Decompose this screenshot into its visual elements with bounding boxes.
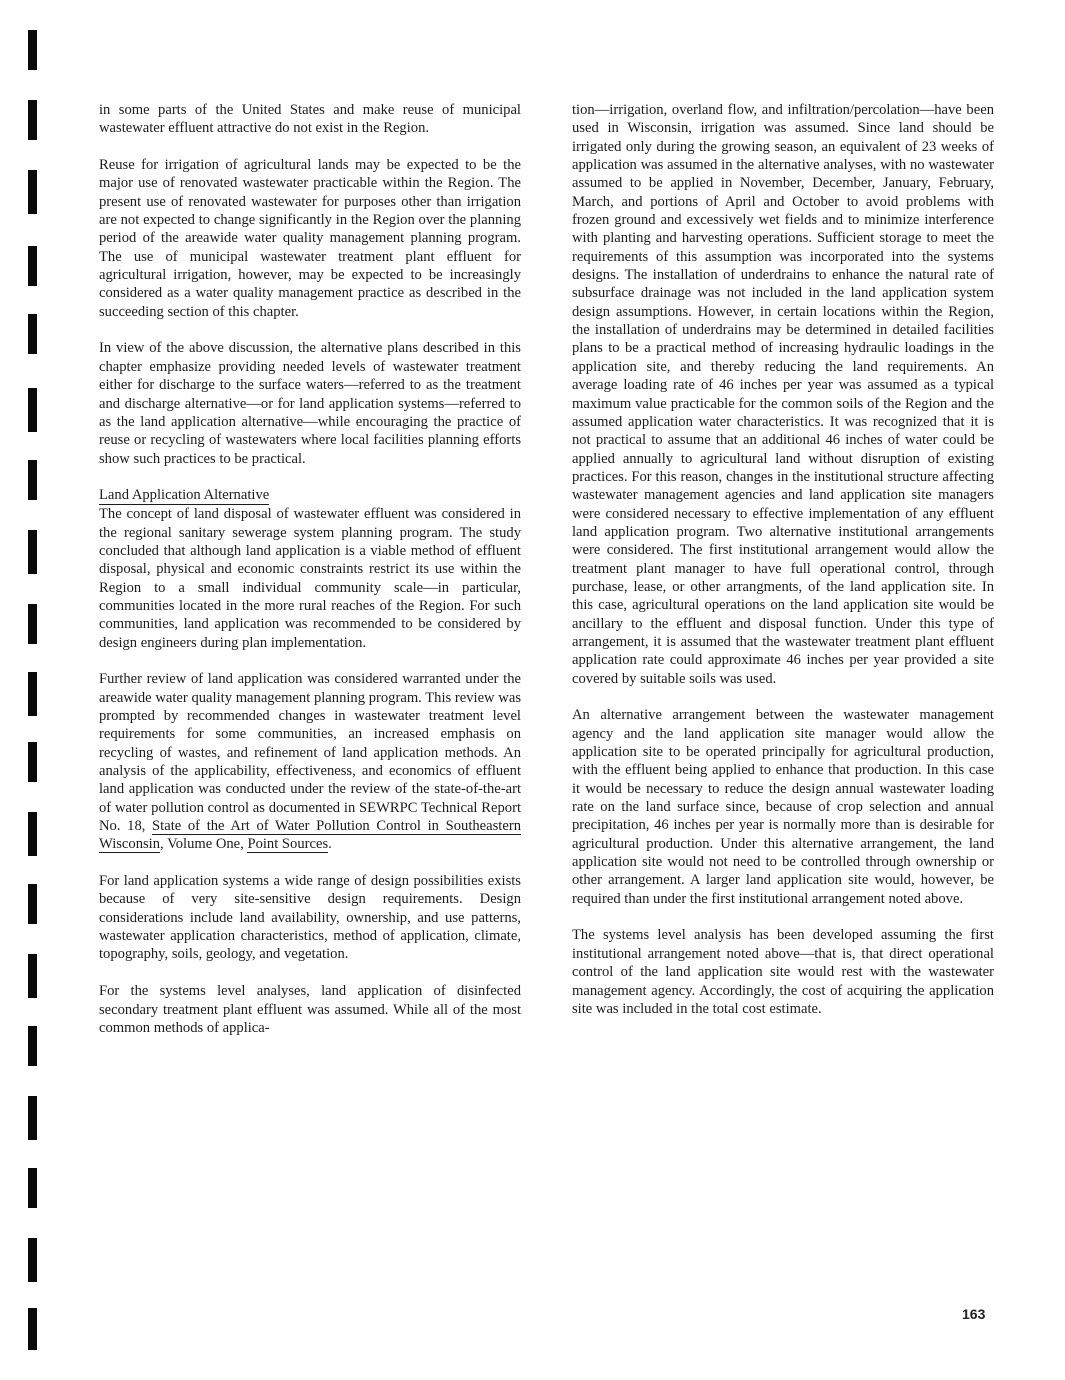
body-paragraph: Reuse for irrigation of agricultural lands may be expected to be the major use of renovated wastewater practicable within the Region. The present use of renovated wastewater for purposes other than irrigation are not expected to change significantly in the Region over the planning period of the areawide water quality management planning program. The use of municipal wastewater treatment plant effluent for agricultural irrigation, however, may be expected to be increasingly considered as a water quality management practice as described in the succeeding section of this chapter. [99, 157, 521, 320]
volume-title-reference: Point Sources [247, 836, 329, 853]
section-heading-block [99, 486, 521, 505]
scan-edge-mark [28, 314, 37, 354]
body-paragraph: The concept of land disposal of wastewater effluent was considered in the regional sanitary sewerage system planning program. The study concluded that although land application is a viable method of effluent disposal, physical and economic constraints restrict its use within the Region to a small individual community scale—in particular, communities located in the more rural reaches of the Region. For such communities, land application was recommended to be considered by design engineers during plan implementation. [99, 506, 521, 651]
right-text-column [572, 101, 994, 1018]
scan-edge-mark [28, 530, 37, 574]
report-title-reference: State of the Art of Water Pollution Control in Southeastern Wisconsin [99, 818, 521, 853]
page-number: 163 [962, 1306, 986, 1322]
body-paragraph: In view of the above discussion, the alternative plans described in this chapter emphasize providing needed levels of wastewater treatment either for discharge to the surface waters—referred to as the treatment and discharge alternative—or for land application systems—referred to as the land application alternative—while encouraging the practice of reuse or recycling of wastewaters where local facilities planning efforts show such practices to be practical. [99, 340, 521, 467]
body-paragraph: For land application systems a wide range of design possibilities exists because of very site-sensitive design requirements. Design considerations include land availability, ownership, and use patterns, wastewater application characteristics, method of application, climate, topography, soils, geology, and vegetation. [99, 873, 521, 963]
left-text-column [99, 101, 521, 1037]
scan-edge-mark [28, 460, 37, 500]
scan-edge-mark [28, 672, 37, 716]
scan-edge-mark [28, 1308, 37, 1350]
scan-edge-mark [28, 30, 37, 70]
body-paragraph: in some parts of the United States and make reuse of municipal wastewater effluent attractive do not exist in the Region. [99, 102, 521, 137]
scan-edge-mark [28, 170, 37, 214]
section-heading: Land Application Alternative [99, 487, 270, 504]
paragraph-text: , Volume One, [160, 836, 248, 853]
paragraph-text: Further review of land application was considered warranted under the areawide water quality management planning program. This review was prompted by recommended changes in wastewater treatment level requirements for some communities, an increased emphasis on recycling of wastes, and refinement of land application methods. An analysis of the applicability, effectiveness, and economics of effluent land application was conducted under the review of the state-of-the-art of water pollution control as documented in SEWRPC Technical Report No. 18, [99, 671, 521, 835]
scan-edge-mark [28, 1168, 37, 1208]
scan-edge-mark [28, 604, 37, 644]
body-paragraph: An alternative arrangement between the wastewater management agency and the land application site manager would allow the application site to be operated principally for agricultural production, with the effluent being applied to enhance that production. In this case it would be necessary to reduce the design annual wastewater loading rate on the land surface since, because of crop selection and annual precipitation, 46 inches per year is normally more than is desirable for agricultural production. Under this alternative arrangement, the land application site would not need to be controlled through ownership or other arrangement. A larger land application site would, however, be required than under the first institutional arrangement noted above. [572, 707, 994, 907]
scan-edge-mark [28, 884, 37, 924]
body-paragraph: The systems level analysis has been developed assuming the first institutional arrangement noted above—that is, that direct operational control of the land application site would rest with the wastewater management agency. Accordingly, the cost of acquiring the application site was included in the total cost estimate. [572, 927, 994, 1017]
scan-edge-mark [28, 1096, 37, 1140]
scan-edge-mark [28, 954, 37, 998]
body-paragraph-with-reference [99, 670, 521, 853]
body-paragraph: For the systems level analyses, land application of disinfected secondary treatment plant effluent was assumed. While all of the most common methods of applica- [99, 983, 521, 1036]
scan-edge-mark [28, 388, 37, 432]
body-paragraph: tion—irrigation, overland flow, and infiltration/percolation—have been used in Wisconsin, irrigation was assumed. Since land should be irrigated only during the growing season, an equivalent of 23 weeks of application was assumed in the alternative analyses, with no wastewater assumed to be applied in November, December, January, February, March, and portions of April and October to avoid problems with frozen ground and excessively wet fields and to minimize interference with planting and harvesting operations. Sufficient storage to meet the requirements of this assumption was incorporated into the systems designs. The installation of underdrains to enhance the natural rate of subsurface drainage was not included in the land application system design assumptions. However, in certain locations within the Region, the installation of underdrains may be determined in detailed facilities plans to be a practical method of increasing hydraulic loadings in the application site, and thereby reducing the land requirements. An average loading rate of 46 inches per year was assumed as a typical maximum value practicable for the common soils of the Region and the assumed application water characteristics. It was recognized that it is not practical to assume that an additional 46 inches of water could be applied annually to agricultural land without disruption of existing practices. For this reason, changes in the institutional structure affecting wastewater management agencies and land application site managers were considered necessary to effective implementation of any effluent land application program. Two alternative institutional arrangements were considered. The first institutional arrangement would allow the treatment plant manager to have full operational control, through purchase, lease, or other arrangments, of the land application site. In this case, agricultural operations on the land application site would be ancillary to the effluent and disposal function. Under this type of arrangement, it is assumed that the wastewater treatment plant effluent application rate could approximate 46 inches per year provided a site covered by suitable soils was used. [572, 102, 994, 687]
scan-edge-mark [28, 100, 37, 140]
paragraph-text: . [328, 836, 332, 853]
scan-edge-mark [28, 742, 37, 782]
scan-edge-mark [28, 1026, 37, 1066]
scan-edge-mark [28, 812, 37, 856]
scan-edge-mark [28, 1238, 37, 1282]
scan-edge-mark [28, 246, 37, 286]
